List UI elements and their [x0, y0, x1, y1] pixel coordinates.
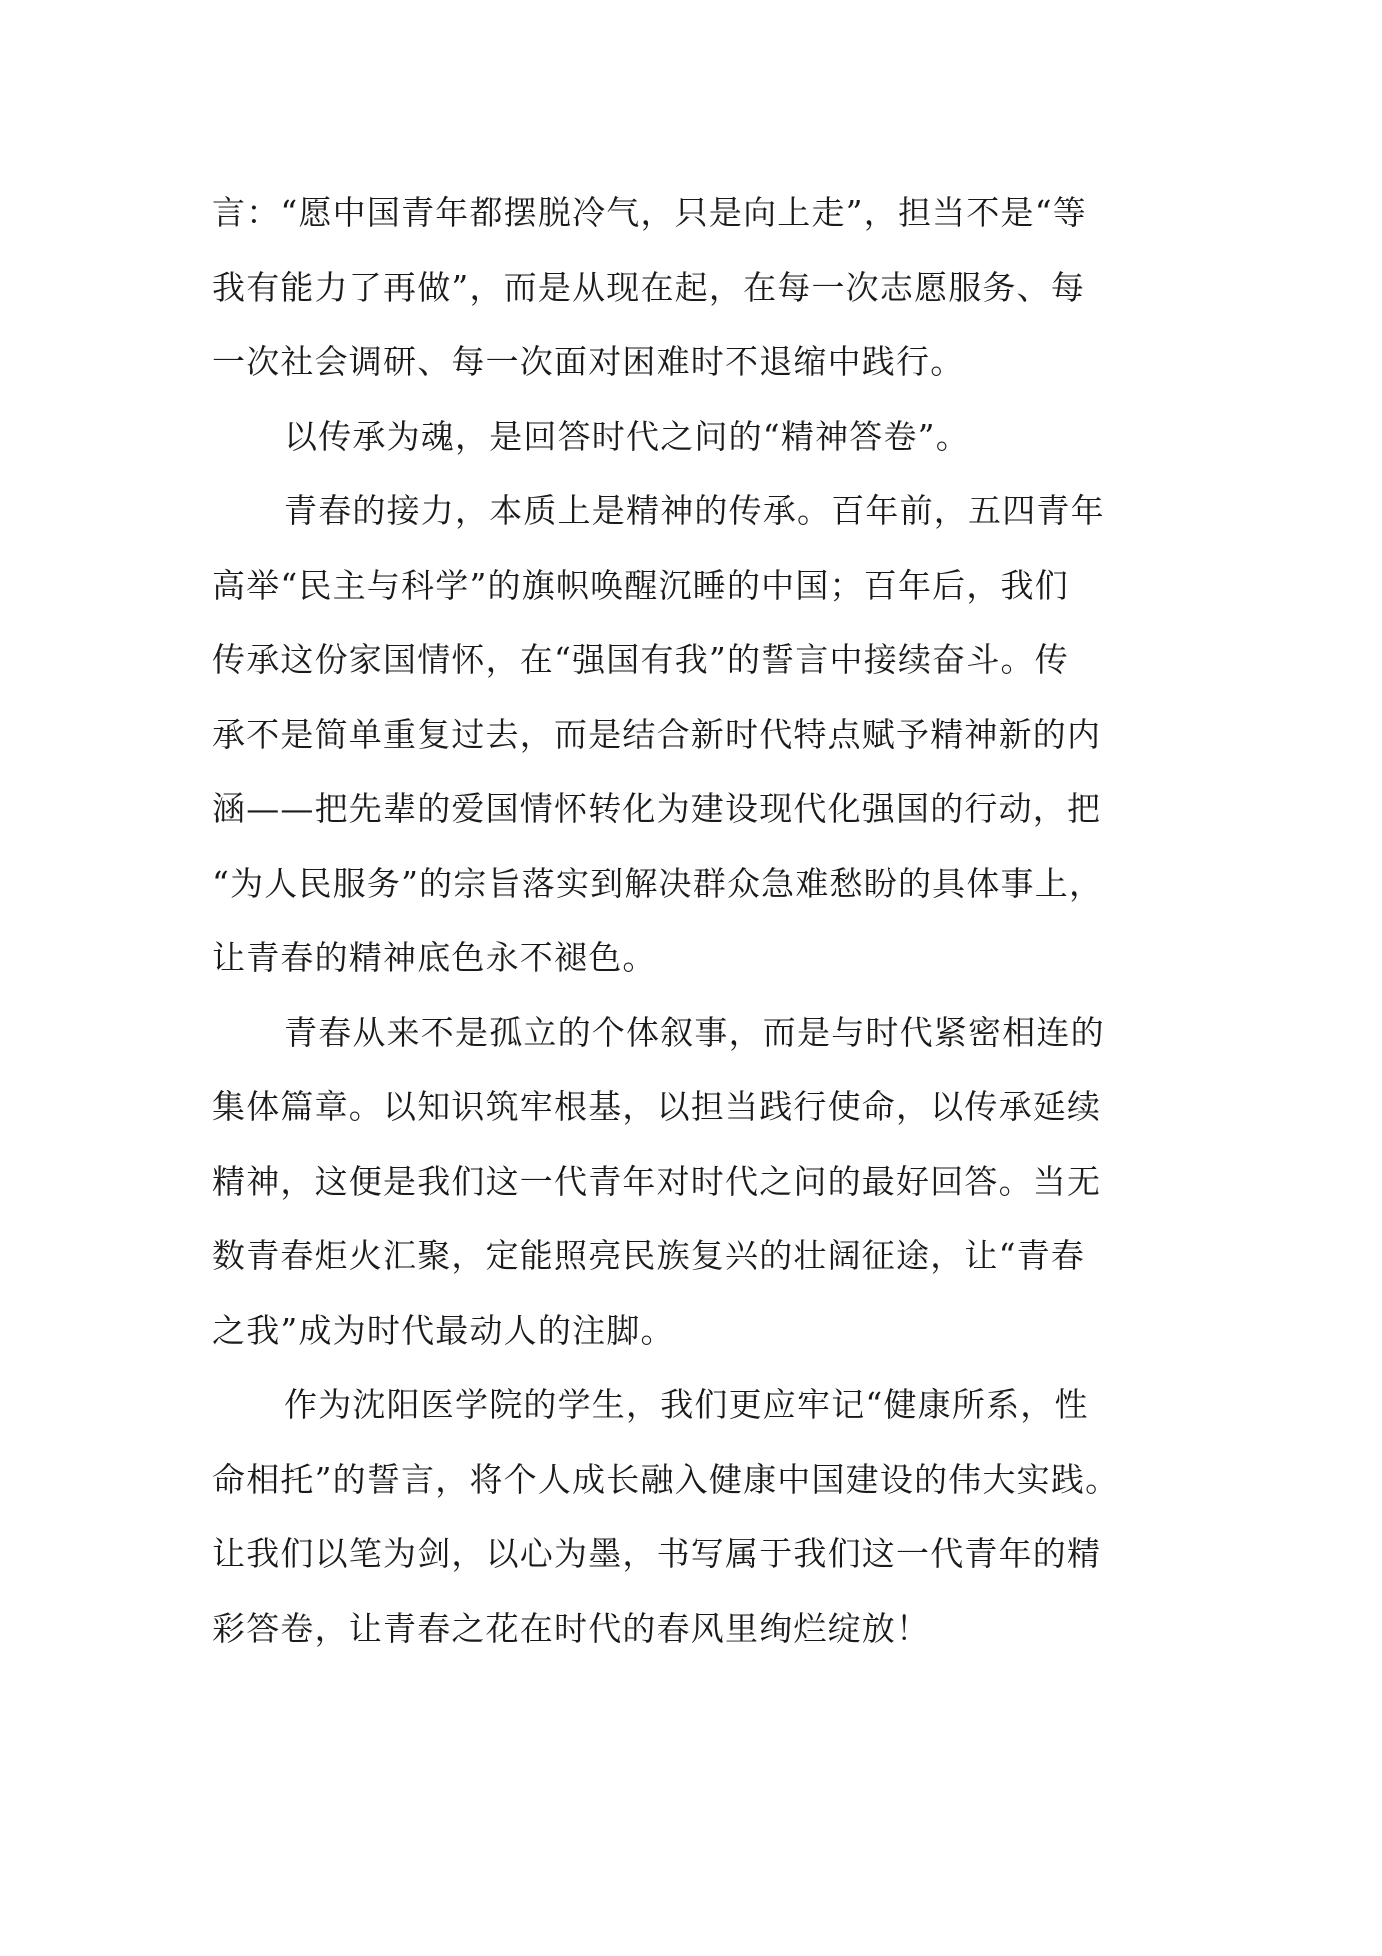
text-line: 集体篇章。以知识筑牢根基，以担当践行使命，以传承延续 [212, 1087, 1102, 1126]
text-line: “为人民服务”的宗旨落实到解决群众急难愁盼的具体事上， [212, 863, 1104, 903]
text-line: 一次社会调研、每一次面对困难时不退缩中践行。 [212, 342, 965, 381]
text-line: 青春的接力，本质上是精神的传承。百年前，五四青年 [284, 491, 1105, 530]
text-line: 以传承为魂，是回答时代之问的“精神答卷”。 [284, 416, 970, 456]
text-line: 数青春炬火汇聚，定能照亮民族复兴的壮阔征途，让“青春 [212, 1236, 1086, 1275]
text-line: 作为沈阳医学院的学生，我们更应牢记“健康所系，性 [284, 1385, 1089, 1424]
text-line: 传承这份家国情怀，在“强国有我”的誓言中接续奋斗。传 [212, 640, 1069, 679]
body-text [212, 176, 1202, 1666]
text-line: 涵——把先辈的爱国情怀转化为建设现代化强国的行动，把 [212, 789, 1102, 828]
text-line: 让青春的精神底色永不褪色。 [212, 938, 657, 977]
text-line: 让我们以笔为剑，以心为墨，书写属于我们这一代青年的精 [212, 1534, 1102, 1573]
text-line: 我有能力了再做”，而是从现在起，在每一次志愿服务、每 [212, 267, 1086, 307]
text-line: 言：“愿中国青年都摆脱冷气，只是向上走”，担当不是“等 [212, 193, 1088, 232]
text-line: 之我”成为时代最动人的注脚。 [212, 1310, 675, 1350]
text-line: 高举“民主与科学”的旗帜唤醒沉睡的中国；百年后，我们 [212, 565, 1069, 605]
text-line: 青春从来不是孤立的个体叙事，而是与时代紧密相连的 [284, 1012, 1105, 1052]
text-line: 精神，这便是我们这一代青年对时代之问的最好回答。当无 [212, 1161, 1102, 1201]
text-line: 彩答卷，让青春之花在时代的春风里绚烂绽放！ [212, 1608, 931, 1648]
text-line: 命相托”的誓言，将个人成长融入健康中国建设的伟大实践。 [212, 1459, 1120, 1499]
text-line: 承不是简单重复过去，而是结合新时代特点赋予精神新的内 [212, 714, 1102, 754]
